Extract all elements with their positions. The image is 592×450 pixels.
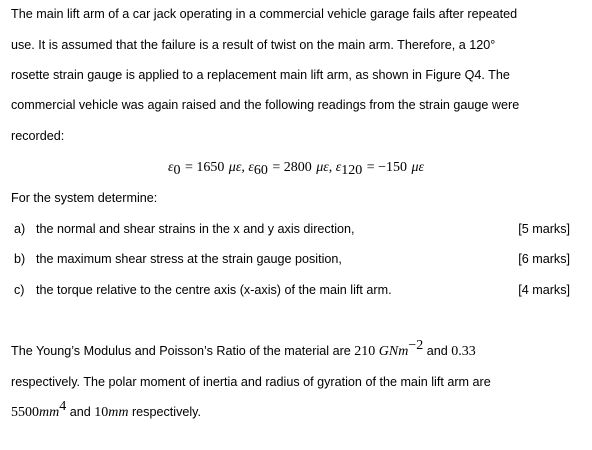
gyration-radius-unit: mm <box>108 405 129 420</box>
reading-subscript: 120 <box>341 163 363 178</box>
prompt-text: For the system determine: <box>11 191 158 205</box>
part-marks: [6 marks] <box>518 252 570 266</box>
youngs-modulus-exponent: −2 <box>408 338 424 353</box>
intro-line-2: use. It is assumed that the failure is a result of twist on the main arm. Therefore, a 120° <box>11 38 496 52</box>
reading-subscript: 0 <box>173 163 181 178</box>
reading-eps60: $\varepsilon_{60} = 2800$ με, <box>248 160 336 178</box>
strain-readings-equation <box>0 158 592 176</box>
intro-line-1: The main lift arm of a car jack operating in a commercial vehicle garage fails after repeated <box>11 7 518 21</box>
reading-unit: με <box>411 160 425 175</box>
poissons-ratio-value: 0.33 <box>451 344 476 359</box>
intro-line-3: rosette strain gauge is applied to a replacement main lift arm, as shown in Figure Q4. The <box>11 68 510 82</box>
reading-eps0: $\varepsilon_0 = 1650$ με, <box>167 160 249 178</box>
reading-symbol: ε <box>167 160 174 175</box>
reading-unit: με <box>228 160 242 175</box>
part-text: the normal and shear strains in the x and y axis direction, <box>36 222 355 236</box>
polar-moment-exponent: 4 <box>59 399 67 414</box>
reading-subscript: 60 <box>253 163 268 178</box>
youngs-modulus-value: 210 <box>354 344 376 359</box>
material-line-3 <box>11 399 202 421</box>
part-marks: [4 marks] <box>518 283 570 297</box>
part-text: the maximum shear stress at the strain gauge position, <box>36 252 342 266</box>
part-text: the torque relative to the centre axis (x-axis) of the main lift arm. <box>36 283 392 297</box>
intro-line-5: recorded: <box>11 129 65 143</box>
reading-unit: με <box>316 160 329 175</box>
material-line-1 <box>11 338 476 360</box>
reading-value: −150 <box>378 160 408 175</box>
polar-moment-unit: mm <box>39 405 60 420</box>
polar-moment-value: 5500 <box>11 405 39 420</box>
part-marks: [5 marks] <box>518 222 570 236</box>
reading-eps120: $\varepsilon_{120} = -150$ με <box>335 160 425 178</box>
material-line-2: respectively. The polar moment of inertia and radius of gyration of the main lift arm are <box>11 375 491 389</box>
reading-symbol: ε <box>248 160 254 175</box>
intro-line-4: commercial vehicle was again raised and the following readings from the strain gauge were <box>11 98 520 112</box>
reading-value: 1650 <box>196 160 225 175</box>
youngs-modulus-unit: GNm <box>378 344 409 359</box>
gyration-radius-value: 10 <box>94 405 109 420</box>
material-text: The Young’s Modulus and Poisson’s Ratio of the material are <box>11 344 351 358</box>
reading-value: 2800 <box>283 160 312 175</box>
reading-symbol: ε <box>335 160 342 175</box>
part-letter: a) <box>14 222 26 236</box>
material-tail: respectively. <box>131 405 202 419</box>
part-letter: b) <box>14 252 26 266</box>
part-letter: c) <box>14 283 25 297</box>
conjunction: and <box>69 405 91 419</box>
conjunction: and <box>426 344 448 358</box>
